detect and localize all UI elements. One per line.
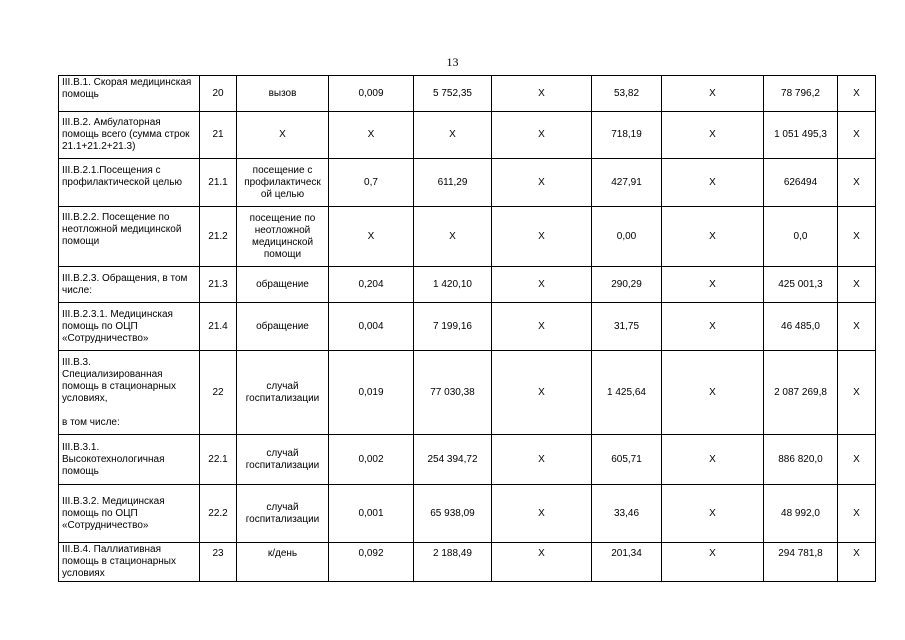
row-col9: 1 051 495,3 xyxy=(764,112,838,159)
row-col10: Х xyxy=(838,303,876,351)
row-col6: Х xyxy=(492,435,592,485)
row-col7: 201,34 xyxy=(592,543,662,582)
row-name: III.В.2.1.Посещения с профилактической целью xyxy=(59,159,200,207)
row-name: III.В.3.1. Высокотехнологичная помощь xyxy=(59,435,200,485)
row-line-number: 21 xyxy=(200,112,237,159)
row-col8: Х xyxy=(662,435,764,485)
row-norm: Х xyxy=(329,207,414,267)
row-col7: 605,71 xyxy=(592,435,662,485)
row-line-number: 22.1 xyxy=(200,435,237,485)
table-row xyxy=(59,112,876,159)
table-row xyxy=(59,543,876,582)
table-row xyxy=(59,207,876,267)
row-col9: 0,0 xyxy=(764,207,838,267)
row-norm: 0,092 xyxy=(329,543,414,582)
row-line-number: 23 xyxy=(200,543,237,582)
row-col8: Х xyxy=(662,267,764,303)
row-name: III.В.2.3.1. Медицинская помощь по ОЦП «Сотрудничество» xyxy=(59,303,200,351)
row-col7: 53,82 xyxy=(592,76,662,112)
row-cost: 2 188,49 xyxy=(414,543,492,582)
table-row xyxy=(59,435,876,485)
row-norm: 0,002 xyxy=(329,435,414,485)
row-unit: к/день xyxy=(237,543,329,582)
row-line-number: 21.4 xyxy=(200,303,237,351)
page-number: 13 xyxy=(446,55,459,69)
row-norm: 0,004 xyxy=(329,303,414,351)
row-col6: Х xyxy=(492,207,592,267)
row-col7: 290,29 xyxy=(592,267,662,303)
table-row xyxy=(59,76,876,112)
row-col10: Х xyxy=(838,485,876,543)
table-row xyxy=(59,303,876,351)
row-line-number: 20 xyxy=(200,76,237,112)
table-row xyxy=(59,351,876,435)
row-col10: Х xyxy=(838,267,876,303)
row-col6: Х xyxy=(492,351,592,435)
row-col7: 427,91 xyxy=(592,159,662,207)
row-cost: Х xyxy=(414,207,492,267)
row-col10: Х xyxy=(838,435,876,485)
row-line-number: 21.3 xyxy=(200,267,237,303)
row-unit: посещение с профилактическ ой целью xyxy=(237,159,329,207)
row-col7: 33,46 xyxy=(592,485,662,543)
row-norm: 0,204 xyxy=(329,267,414,303)
row-norm: 0,001 xyxy=(329,485,414,543)
row-line-number: 22.2 xyxy=(200,485,237,543)
row-col8: Х xyxy=(662,76,764,112)
row-col7: 1 425,64 xyxy=(592,351,662,435)
row-name: III.В.2.3. Обращения, в том числе: xyxy=(59,267,200,303)
row-col10: Х xyxy=(838,207,876,267)
row-col8: Х xyxy=(662,207,764,267)
row-cost: 77 030,38 xyxy=(414,351,492,435)
table-row xyxy=(59,159,876,207)
row-col6: Х xyxy=(492,543,592,582)
row-cost: 65 938,09 xyxy=(414,485,492,543)
row-col8: Х xyxy=(662,112,764,159)
row-line-number: 21.1 xyxy=(200,159,237,207)
row-cost: 7 199,16 xyxy=(414,303,492,351)
row-col10: Х xyxy=(838,351,876,435)
row-col9: 46 485,0 xyxy=(764,303,838,351)
row-col6: Х xyxy=(492,485,592,543)
row-unit: Х xyxy=(237,112,329,159)
row-col9: 2 087 269,8 xyxy=(764,351,838,435)
row-unit: обращение xyxy=(237,267,329,303)
row-col6: Х xyxy=(492,112,592,159)
row-cost: 611,29 xyxy=(414,159,492,207)
row-norm: Х xyxy=(329,112,414,159)
row-name: III.В.1. Скорая медицинская помощь xyxy=(59,76,200,112)
row-norm: 0,019 xyxy=(329,351,414,435)
row-col6: Х xyxy=(492,76,592,112)
row-col8: Х xyxy=(662,351,764,435)
row-unit: посещение по неотложной медицинской помощи xyxy=(237,207,329,267)
row-name: III.В.2. Амбулаторная помощь всего (сумма строк 21.1+21.2+21.3) xyxy=(59,112,200,159)
row-col7: 0,00 xyxy=(592,207,662,267)
row-col6: Х xyxy=(492,267,592,303)
row-unit: случай госпитализации xyxy=(237,435,329,485)
row-col10: Х xyxy=(838,76,876,112)
row-col8: Х xyxy=(662,303,764,351)
row-col8: Х xyxy=(662,485,764,543)
row-name: III.В.3. Специализированная помощь в стационарных условиях, в том числе: xyxy=(59,351,200,435)
row-norm: 0,009 xyxy=(329,76,414,112)
row-unit: вызов xyxy=(237,76,329,112)
row-col10: Х xyxy=(838,159,876,207)
row-line-number: 22 xyxy=(200,351,237,435)
row-name: III.В.4. Паллиативная помощь в стационарных условиях xyxy=(59,543,200,582)
row-col9: 78 796,2 xyxy=(764,76,838,112)
row-col8: Х xyxy=(662,159,764,207)
row-cost: 1 420,10 xyxy=(414,267,492,303)
row-unit: обращение xyxy=(237,303,329,351)
row-name: III.В.2.2. Посещение по неотложной медицинской помощи xyxy=(59,207,200,267)
row-cost: Х xyxy=(414,112,492,159)
tariff-table xyxy=(58,75,876,582)
row-col9: 425 001,3 xyxy=(764,267,838,303)
row-col6: Х xyxy=(492,159,592,207)
row-name: III.В.3.2. Медицинская помощь по ОЦП «Сотрудничество» xyxy=(59,485,200,543)
row-line-number: 21.2 xyxy=(200,207,237,267)
row-cost: 254 394,72 xyxy=(414,435,492,485)
row-col8: Х xyxy=(662,543,764,582)
row-col10: Х xyxy=(838,112,876,159)
row-col7: 31,75 xyxy=(592,303,662,351)
row-unit: случай госпитализации xyxy=(237,351,329,435)
row-col9: 886 820,0 xyxy=(764,435,838,485)
table-row xyxy=(59,267,876,303)
row-col9: 626494 xyxy=(764,159,838,207)
table-row xyxy=(59,485,876,543)
row-col10: Х xyxy=(838,543,876,582)
row-col6: Х xyxy=(492,303,592,351)
row-col7: 718,19 xyxy=(592,112,662,159)
row-cost: 5 752,35 xyxy=(414,76,492,112)
row-col9: 48 992,0 xyxy=(764,485,838,543)
row-unit: случай госпитализации xyxy=(237,485,329,543)
row-norm: 0,7 xyxy=(329,159,414,207)
row-col9: 294 781,8 xyxy=(764,543,838,582)
